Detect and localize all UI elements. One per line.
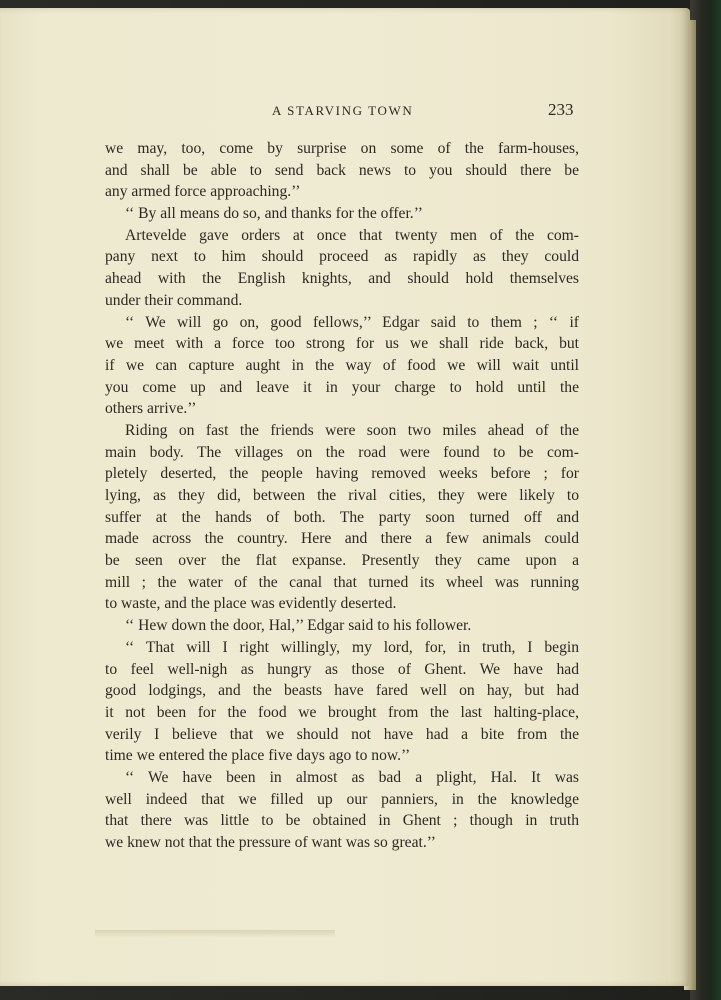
text-line: suffer at the hands of both. The party soon turned off and	[105, 508, 579, 526]
text-line: Riding on fast the friends were soon two miles ahead of the	[125, 421, 579, 439]
text-line: pletely deserted, the people having removed weeks before ; for	[105, 465, 579, 483]
running-title: A STARVING TOWN	[272, 103, 414, 118]
text-line: any armed force approaching.’’	[105, 183, 301, 201]
book-page	[0, 8, 690, 986]
text-line: mill ; the water of the canal that turned its wheel was running	[105, 573, 579, 591]
text-line: well indeed that we filled up our panniers, in the knowledge	[105, 790, 579, 808]
text-line: main body. The villages on the road were found to be com-	[105, 443, 579, 461]
text-line: time we entered the place five days ago to now.’’	[105, 747, 411, 765]
text-line: you come up and leave it in your charge to hold until the	[105, 378, 579, 396]
text-line: to waste, and the place was evidently deserted.	[105, 595, 397, 613]
text-line: ‘‘ Hew down the door, Hal,’’ Edgar said to his follower.	[125, 617, 472, 635]
text-line: if we can capture aught in the way of food we will wait until	[105, 356, 579, 374]
text-line: ‘‘ We will go on, good fellows,’’ Edgar said to them ; ‘‘ if	[125, 313, 579, 331]
text-line: we meet with a force too strong for us we shall ride back, but	[105, 335, 579, 353]
text-line: verily I believe that we should not have had a bite from the	[105, 725, 579, 743]
text-line: lying, as they did, between the rival cities, they were likely to	[105, 487, 579, 504]
page-header	[0, 99, 690, 123]
text-line: and shall be able to send back news to you should there be	[105, 161, 579, 179]
page-stain	[95, 930, 335, 938]
text-line: good lodgings, and the beasts have fared well on hay, but had	[105, 682, 579, 700]
text-line: others arrive.’’	[105, 400, 197, 418]
page-number: 233	[548, 100, 574, 119]
body-text	[105, 138, 579, 854]
text-line: pany next to him should proceed as rapidly as they could	[105, 248, 579, 266]
text-line: made across the country. Here and there a few animals could	[105, 530, 579, 548]
text-line: it not been for the food we brought from the last halting-place,	[105, 703, 579, 721]
text-line: ‘‘ That will I right willingly, my lord, for, in truth, I begin	[125, 638, 579, 656]
text-line: ‘‘ We have been in almost as bad a plight, Hal. It was	[125, 768, 579, 786]
text-line: Artevelde gave orders at once that twenty men of the com-	[125, 226, 579, 244]
text-line: be seen over the flat expanse. Presently they came upon a	[105, 552, 579, 570]
text-line: to feel well-nigh as hungry as those of Ghent. We have had	[105, 660, 579, 678]
text-line: we knew not that the pressure of want was so great.’’	[105, 834, 436, 851]
text-line: we may, too, come by surprise on some of the farm-houses,	[105, 140, 579, 157]
text-line: ahead with the English knights, and should hold themselves	[105, 270, 579, 288]
text-line: that there was little to be obtained in Ghent ; though in truth	[105, 812, 579, 830]
text-line: under their command.	[105, 291, 243, 309]
text-line: ‘‘ By all means do so, and thanks for the offer.’’	[125, 205, 423, 223]
